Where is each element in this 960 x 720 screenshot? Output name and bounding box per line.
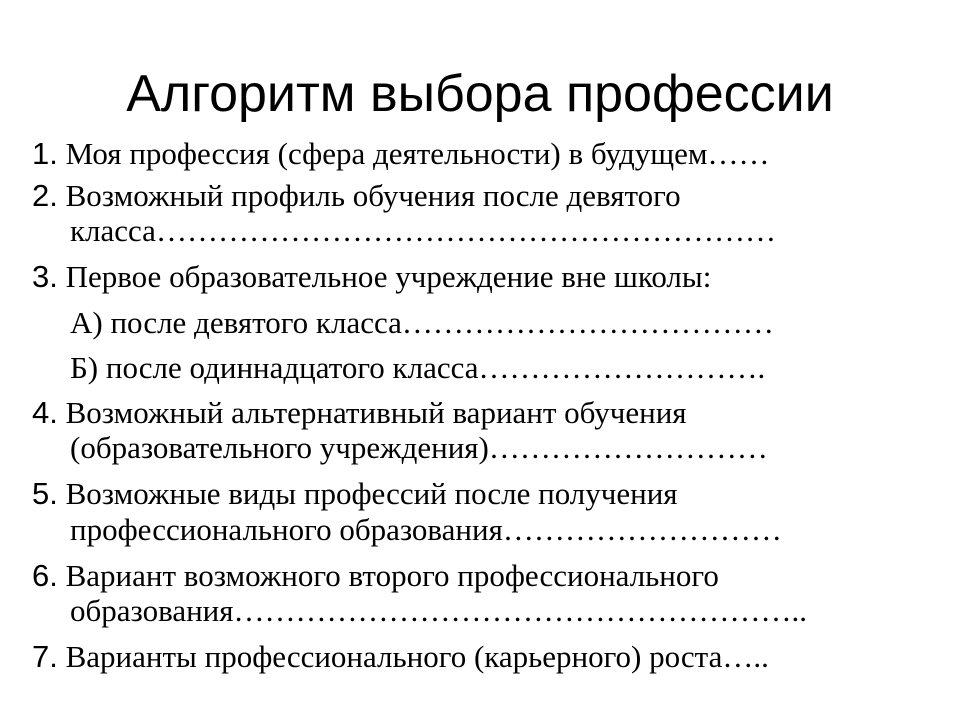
item-6 [32,558,719,594]
item-5 [32,476,678,512]
item-text: Возможные виды профессий после получения [57,476,678,511]
item-3a: А) после девятого класса……………………………… [70,305,774,340]
item-number: 4. [32,395,58,430]
item-number: 6. [32,558,58,593]
item-text: Моя профессия (сфера деятельности) в будущем…… [57,136,770,171]
item-5-continuation: профессионального образования……………………… [70,512,782,547]
item-number: 5. [32,476,58,511]
item-text: Первое образовательное учреждение вне школы: [57,259,712,294]
item-2-continuation: класса…………………………………………………… [70,213,776,248]
item-text: Возможный профиль обучения после девятого [57,178,681,213]
item-number: 2. [32,178,58,213]
item-text: Вариант возможного второго профессионального [57,558,719,593]
item-3b: Б) после одиннадцатого класса………………………. [70,350,766,385]
item-2 [32,178,681,214]
slide-title: Алгоритм выбора профессии [126,65,834,123]
item-3 [32,259,711,295]
item-text: Варианты профессионального (карьерного) роста….. [57,639,769,674]
item-7 [32,639,769,675]
item-number: 1. [32,136,58,171]
item-number: 7. [32,639,58,674]
item-1 [32,136,770,172]
item-4-continuation: (образовательного учреждения)……………………… [70,430,768,465]
item-text: Возможный альтернативный вариант обучения [57,395,687,430]
item-number: 3. [32,259,58,294]
item-4 [32,395,687,431]
item-6-continuation: образования……………………………………………….. [70,593,808,628]
